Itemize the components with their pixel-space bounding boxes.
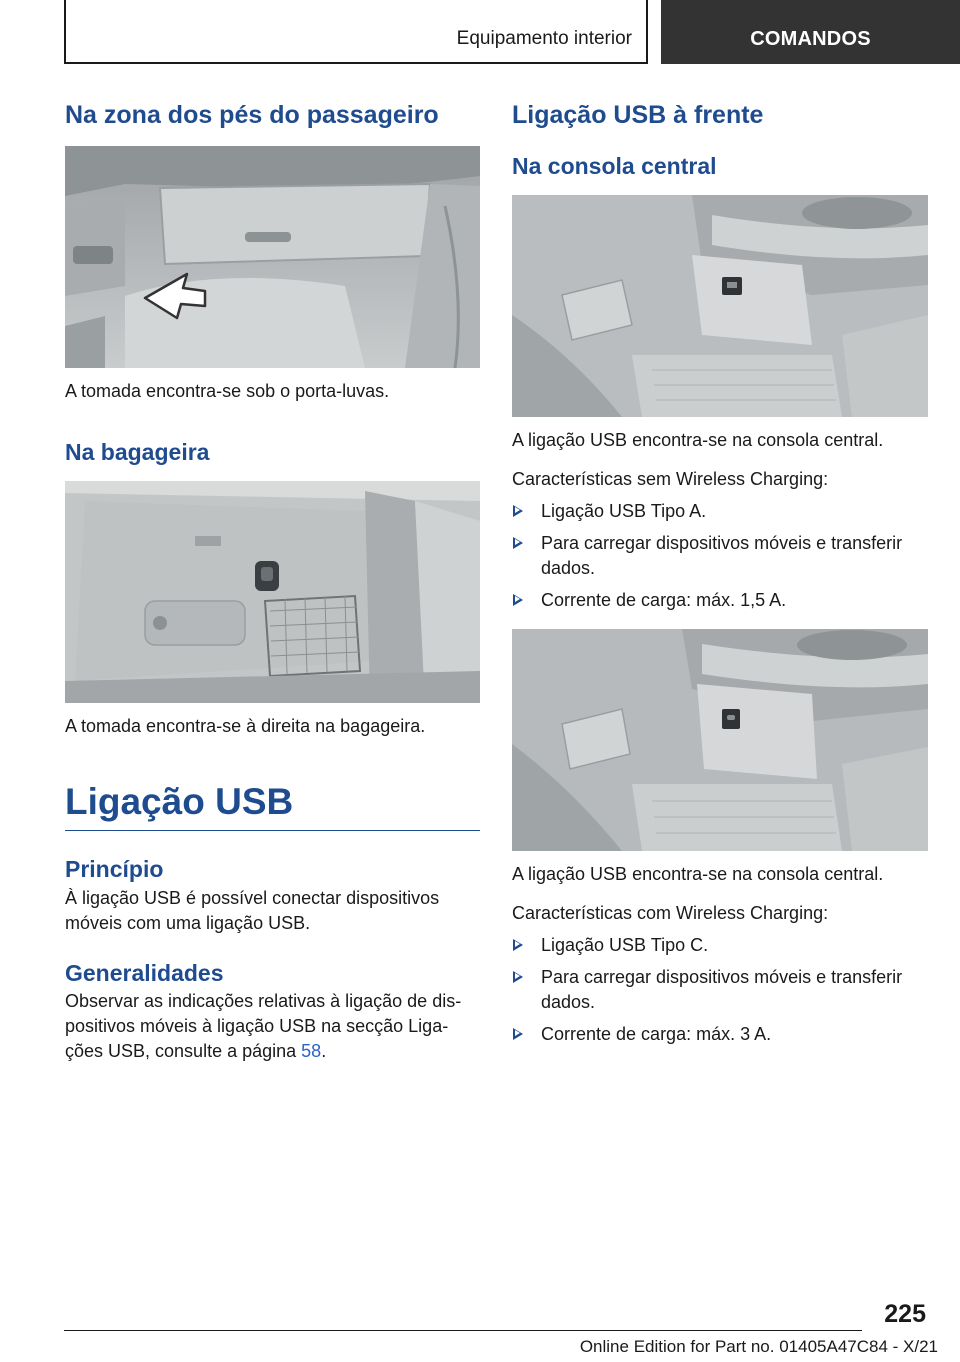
list-item: Corrente de carga: máx. 1,5 A. xyxy=(512,588,928,613)
caption-luggage: A tomada encontra-se à direita na bagageira. xyxy=(65,715,426,736)
text-general-line1: Observar as indicações relativas à ligação de dis- xyxy=(65,991,462,1012)
right-column xyxy=(512,100,928,1047)
list-item: Ligação USB Tipo A. xyxy=(512,499,928,524)
list-item: Para carregar dispositivos móveis e transferir dados. xyxy=(512,531,928,581)
photo-console-usb-c xyxy=(512,629,928,851)
heading-principle: Princípio xyxy=(65,855,164,882)
triangle-bullet-icon xyxy=(513,1028,523,1040)
text-general-end: . xyxy=(321,1041,327,1062)
caption-passenger-footwell: A tomada encontra-se sob o porta-luvas. xyxy=(65,381,390,401)
intro-with-wireless: Características com Wireless Charging: xyxy=(512,902,829,923)
triangle-bullet-icon xyxy=(513,594,523,606)
heading-front-usb: Ligação USB à frente xyxy=(512,101,764,129)
page-number: 225 xyxy=(884,1300,926,1328)
chapter-title: COMANDOS xyxy=(750,27,871,50)
heading-general: Generalidades xyxy=(65,959,224,986)
list-without-wireless xyxy=(512,499,928,613)
text-general-line2: positivos móveis à ligação USB na secção Liga- xyxy=(65,1016,449,1037)
caption-console-usb-c: A ligação USB encontra-se na consola central. xyxy=(512,863,884,884)
photo-console-usb-a xyxy=(512,195,928,417)
page-link[interactable]: 58 xyxy=(301,1041,322,1062)
heading-rule xyxy=(65,830,480,831)
triangle-bullet-icon xyxy=(513,537,523,549)
text-general-line3: ções USB, consulte a página xyxy=(65,1041,302,1062)
heading-luggage: Na bagageira xyxy=(65,439,210,465)
list-item: Para carregar dispositivos móveis e transferir dados. xyxy=(512,965,928,1015)
footer-rule xyxy=(64,1330,862,1331)
triangle-bullet-icon xyxy=(513,971,523,983)
heading-passenger-footwell: Na zona dos pés do passageiro xyxy=(65,101,439,129)
section-title: Equipamento interior xyxy=(456,28,632,49)
chapter-tab xyxy=(661,0,960,64)
heading-center-console: Na consola central xyxy=(512,153,717,179)
list-item: Corrente de carga: máx. 3 A. xyxy=(512,1022,928,1047)
list-item: Ligação USB Tipo C. xyxy=(512,933,928,958)
intro-without-wireless: Características sem Wireless Charging: xyxy=(512,468,829,489)
page-header xyxy=(64,0,960,66)
footer-edition: Online Edition for Part no. 01405A47C84 - X/21 xyxy=(579,1337,938,1356)
photo-passenger-footwell xyxy=(65,146,480,368)
caption-console-usb-a: A ligação USB encontra-se na consola central. xyxy=(512,429,884,450)
heading-usb-connection: Ligação USB xyxy=(65,780,294,822)
photo-luggage-compartment xyxy=(65,481,480,703)
left-column xyxy=(65,100,480,1064)
triangle-bullet-icon xyxy=(513,505,523,517)
triangle-bullet-icon xyxy=(513,939,523,951)
text-general xyxy=(65,989,480,1064)
text-principle: À ligação USB é possível conectar dispositivos móveis com uma ligação USB. xyxy=(65,887,440,933)
section-box xyxy=(64,0,648,64)
list-with-wireless xyxy=(512,933,928,1047)
